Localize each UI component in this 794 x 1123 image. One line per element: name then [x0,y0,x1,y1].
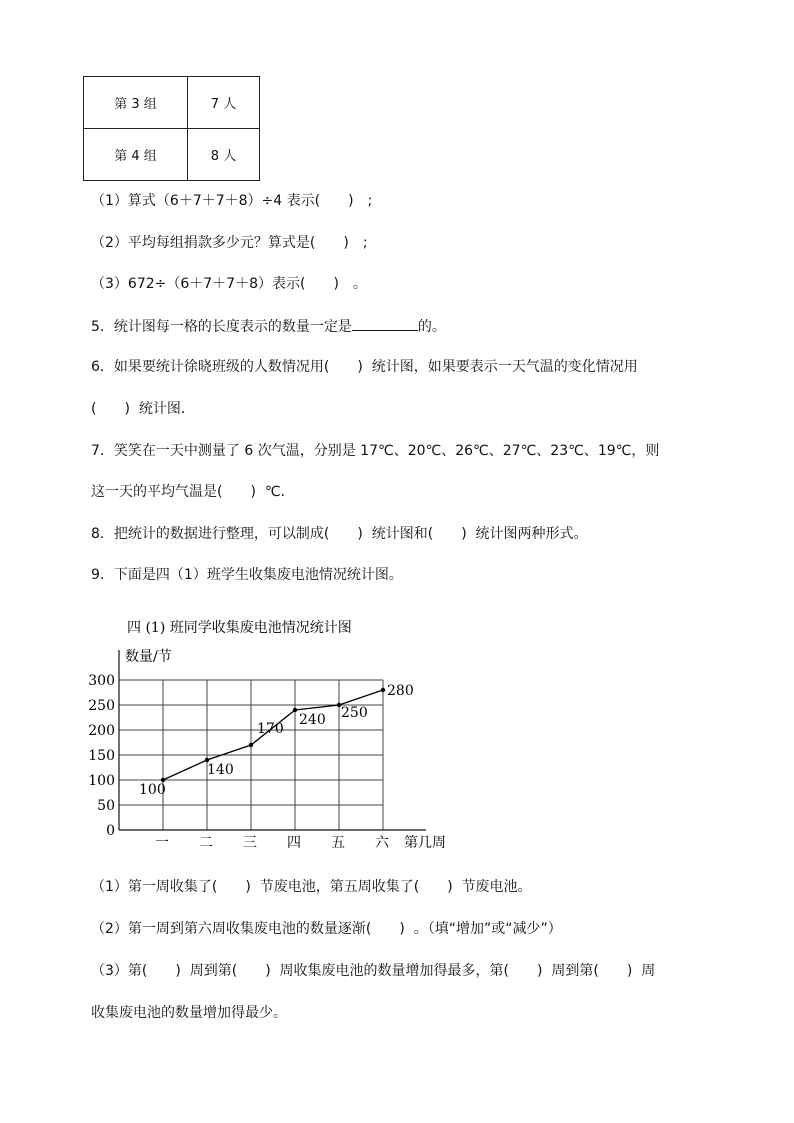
data-point [381,688,385,692]
data-point [293,708,297,712]
question-9: 9．下面是四（1）班学生收集废电池情况统计图。 [91,567,403,583]
question-9-3-line-2: 收集废电池的数量增加得最少。 [91,1005,287,1021]
x-tick-label: 三 [243,835,257,851]
group-cell: 第 3 组 [84,77,188,129]
data-point [249,743,253,747]
x-tick-label: 五 [331,835,345,851]
count-cell: 7 人 [188,77,260,129]
y-tick-labels [88,673,115,839]
data-label: 100 [139,782,166,798]
question-9-3-line-1: （3）第( ) 周到第( ) 周收集废电池的数量增加得最多，第( ) 周到第( ) 周 [91,963,656,979]
chart-title: 四 (1) 班同学收集废电池情况统计图 [127,620,352,636]
count-cell: 8 人 [188,129,260,181]
y-tick-label: 100 [88,773,115,789]
chart-series [139,683,414,798]
data-label: 240 [299,712,326,728]
question-5-end: 的。 [417,319,446,335]
question-5-text: 5．统计图每一格的长度表示的数量一定是 [91,319,352,335]
chart-axes [119,650,426,830]
x-tick-label: 六 [375,835,389,851]
y-tick-label: 250 [88,698,115,714]
x-axis-label: 第几周 [404,835,446,851]
question-7-line-2: 这一天的平均气温是( ) ℃． [91,484,295,500]
data-label: 280 [387,683,414,699]
group-cell: 第 4 组 [84,129,188,181]
y-tick-label: 300 [88,673,115,689]
x-tick-label: 二 [199,835,213,851]
x-tick-label: 一 [155,835,169,851]
question-6-line-1: 6．如果要统计徐晓班级的人数情况用( ) 统计图，如果要表示一天气温的变化情况用 [91,359,638,375]
y-tick-label: 150 [88,748,115,764]
question-4-3: （3）672÷（6＋7＋7＋8）表示( ) 。 [91,276,367,292]
y-axis-label: 数量/节 [125,649,172,665]
question-8: 8．把统计的数据进行整理，可以制成( ) 统计图和( ) 统计图两种形式。 [91,526,588,542]
data-label: 170 [257,721,284,737]
y-tick-label: 50 [97,798,115,814]
question-4-2: （2）平均每组捐款多少元？算式是( ) ; [91,235,368,251]
y-tick-label: 0 [106,823,115,839]
question-7-line-1: 7．笑笑在一天中测量了 6 次气温，分别是 17℃、20℃、26℃、27℃、23℃、19℃，则 [91,443,660,459]
question-9-1: （1）第一周收集了( ) 节废电池，第五周收集了( ) 节废电池。 [91,879,532,895]
question-9-2: （2）第一周到第六周收集废电池的数量逐渐( ) 。（填“增加”或“减少”） [91,921,562,937]
chart-grid [119,680,383,830]
question-6-line-2: ( ) 统计图． [91,401,195,417]
data-label: 140 [207,762,234,778]
data-label: 250 [341,705,368,721]
y-tick-label: 200 [88,723,115,739]
x-tick-labels [155,835,390,851]
question-4-1: （1）算式（6＋7＋7＋8）÷4 表示( ) ; [91,193,373,209]
x-tick-label: 四 [287,835,301,851]
